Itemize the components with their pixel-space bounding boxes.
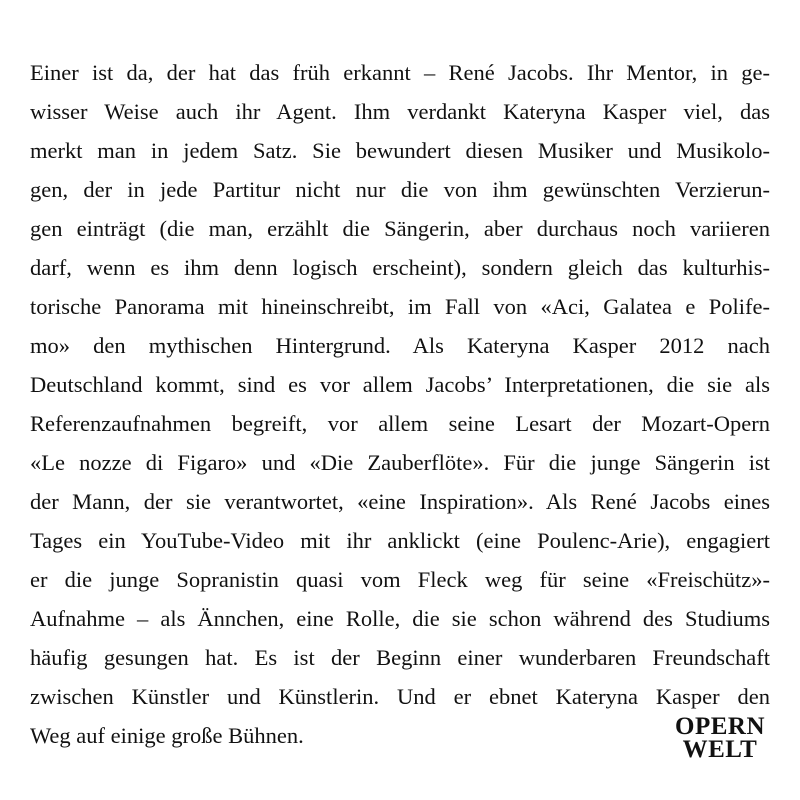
text-line: «Le nozze di Figaro» und «Die Zauberflöte». Für die junge Sängerin ist (30, 450, 770, 475)
text-line: Deutschland kommt, sind es vor allem Jacobs’ Interpretationen, die sie als (30, 372, 770, 397)
text-line: Einer ist da, der hat das früh erkannt – René Jacobs. Ihr Mentor, in ge- (30, 60, 770, 85)
logo-line-top: OPERN (675, 713, 765, 740)
text-line: Weg auf einige große Bühnen. (30, 723, 304, 748)
text-line: wisser Weise auch ihr Agent. Ihm verdankt Kateryna Kasper viel, das (30, 99, 770, 124)
text-line: zwischen Künstler und Künstlerin. Und er ebnet Kateryna Kasper den (30, 684, 770, 709)
text-line: darf, wenn es ihm denn logisch erscheint), sondern gleich das kulturhis- (30, 255, 770, 280)
text-line: er die junge Sopranistin quasi vom Fleck weg für seine «Freischütz»- (30, 567, 770, 592)
text-line: häufig gesungen hat. Es ist der Beginn einer wunderbaren Freundschaft (30, 645, 770, 670)
logo-line-bottom: WELT (682, 736, 758, 763)
text-line: mo» den mythischen Hintergrund. Als Kateryna Kasper 2012 nach (30, 333, 770, 358)
text-line: der Mann, der sie verantwortet, «eine Inspiration». Als René Jacobs eines (30, 489, 770, 514)
text-line: Tages ein YouTube-Video mit ihr anklickt (eine Poulenc-Arie), engagiert (30, 528, 770, 553)
article-body (30, 53, 770, 755)
text-line: gen einträgt (die man, erzählt die Sängerin, aber durchaus noch variieren (30, 216, 770, 241)
text-line: Aufnahme – als Ännchen, eine Rolle, die sie schon während des Studiums (30, 606, 770, 631)
opernwelt-logo (671, 715, 769, 761)
text-line: torische Panorama mit hineinschreibt, im Fall von «Aci, Galatea e Polife- (30, 294, 770, 319)
text-line: Referenzaufnahmen begreift, vor allem seine Lesart der Mozart-Opern (30, 411, 770, 436)
text-line: gen, der in jede Partitur nicht nur die von ihm gewünschten Verzierun- (30, 177, 770, 202)
text-line: merkt man in jedem Satz. Sie bewundert diesen Musiker und Musikolo- (30, 138, 770, 163)
